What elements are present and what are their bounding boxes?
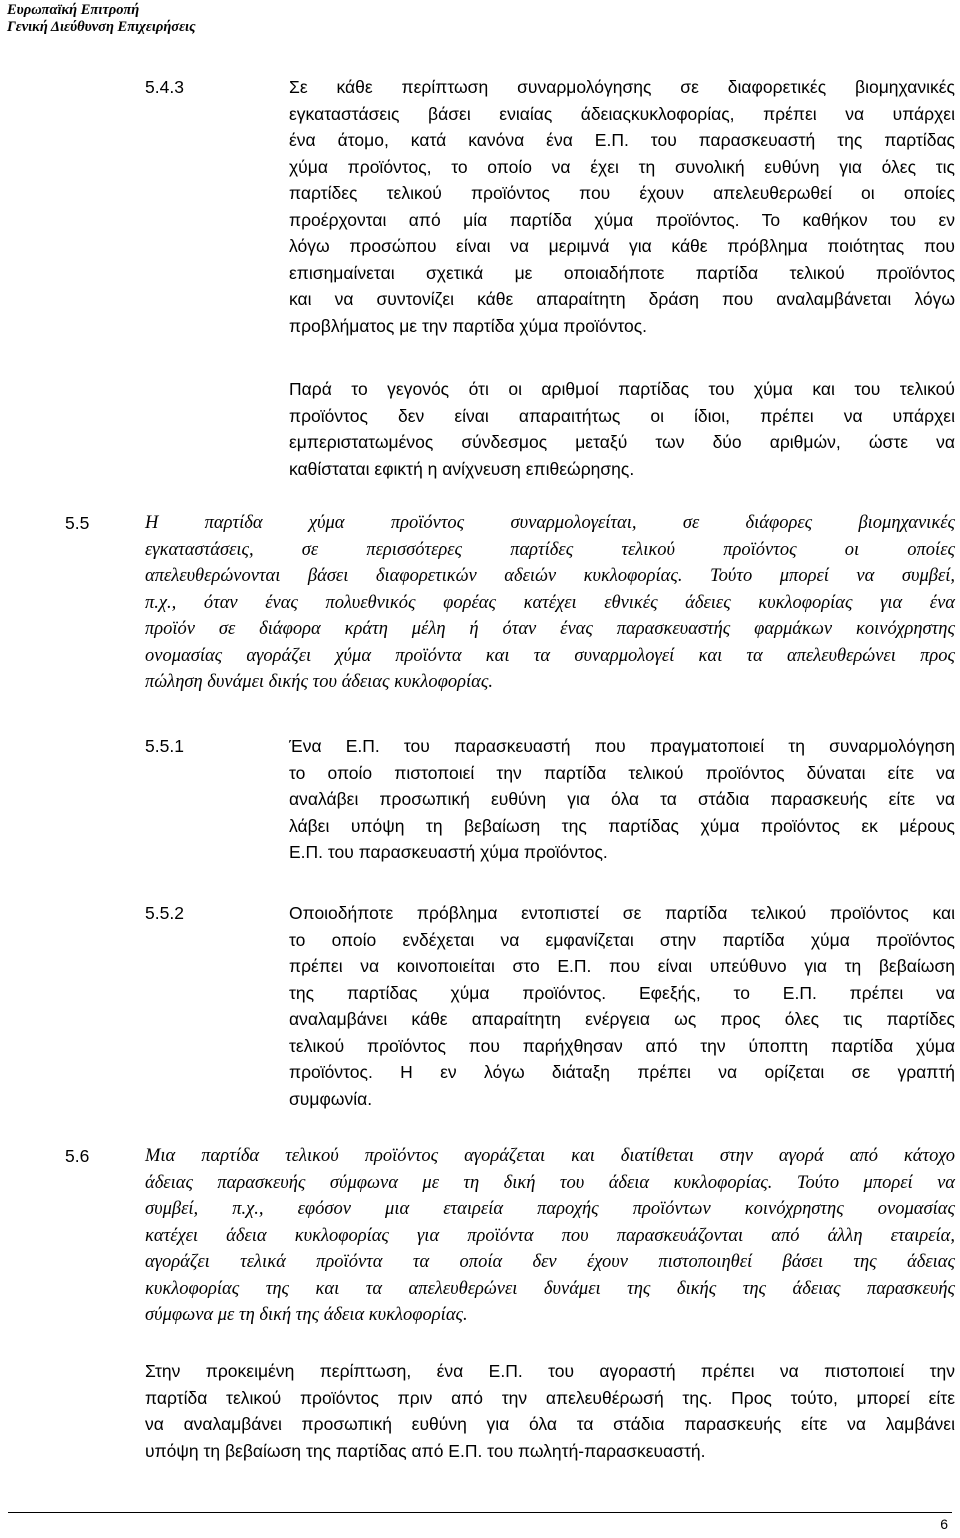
text-line: πρέπει να κοινοποιείται στο Ε.Π. που είναι υπεύθυνο για τη βεβαίωση <box>289 956 955 976</box>
text-line: να αναλαμβάνει προσωπική ευθύνη για όλα τα στάδια παρασκευής είτε να λαμβάνει <box>145 1414 955 1434</box>
section-5-4-3-paragraph-2 <box>289 376 955 482</box>
text-line: συμβεί, π.χ., εφόσον μια εταιρεία παροχής προϊόντων κοινόχρηστης ονομασίας <box>145 1199 955 1219</box>
document-header <box>7 2 196 36</box>
text-line: απελευθερώνονται βάσει διαφορετικών αδειών κυκλοφορίας. Τούτο μπορεί να συμβεί, <box>145 566 955 586</box>
section-number-5-5-1: 5.5.1 <box>145 736 184 756</box>
text-line: προϊόντος δεν είναι απαραιτήτως οι ίδιοι, πρέπει να υπάρχει <box>289 405 955 426</box>
text-line: το οποίο ενδέχεται να εμφανίζεται στην παρτίδα χύμα προϊόντος <box>289 929 955 950</box>
text-line: αναλάβει προσωπική ευθύνη για όλα τα στάδια παρασκευής είτε να <box>289 789 955 809</box>
section-5-6-paragraph-1 <box>145 1143 955 1329</box>
text-line: αναλαμβάνει κάθε απαραίτητη ενέργεια ως προς όλες τις παρτίδες <box>289 1009 955 1029</box>
text-line: λάβει υπόψη τη βεβαίωση της παρτίδας χύμα προϊόντος εκ μέρους <box>289 815 955 836</box>
page-number: 6 <box>940 1516 948 1532</box>
section-5-4-3-paragraph-1 <box>289 74 955 339</box>
header-organization: Ευρωπαϊκή Επιτροπή <box>7 2 140 18</box>
footer-divider <box>8 1512 952 1513</box>
section-number-5-4-3: 5.4.3 <box>145 77 184 97</box>
text-line: και να συντονίζει κάθε απαραίτητη δράση που αναλαμβάνεται λόγω <box>289 289 955 309</box>
text-line: Σε κάθε περίπτωση συναρμολόγησης σε διαφορετικές βιομηχανικές <box>289 77 955 97</box>
text-line: λόγω προσώπου είναι να μεριμνά για κάθε πρόβλημα ποιότητας που <box>289 236 955 256</box>
text-line: Μια παρτίδα τελικού προϊόντος αγοράζεται και διατίθεται στην αγορά από κάτοχο <box>145 1146 955 1166</box>
section-5-5-1-paragraph <box>289 733 955 866</box>
text-line: Παρά το γεγονός ότι οι αριθμοί παρτίδας του χύμα και του τελικού <box>289 379 955 399</box>
section-number-5-6: 5.6 <box>65 1146 90 1166</box>
section-number-5-5-2: 5.5.2 <box>145 903 184 923</box>
text-line: καθίσταται εφικτή η ανίχνευση επιθεώρησης. <box>289 458 635 479</box>
text-line: άδειας παρασκευής σύμφωνα με τη δική του άδεια κυκλοφορίας. Τούτο μπορεί να <box>145 1172 955 1193</box>
text-line: προέρχονται από μία παρτίδα χύμα προϊόντος. Το καθήκον του εν <box>289 209 955 230</box>
text-line: Ε.Π. του παρασκευαστή χύμα προϊόντος. <box>289 842 608 862</box>
text-line: σύμφωνα με τη δική της άδεια κυκλοφορίας. <box>145 1305 468 1325</box>
text-line: το οποίο πιστοποιεί την παρτίδα τελικού προϊόντος δύναται είτε να <box>289 762 955 783</box>
text-line: χύμα προϊόντος, το οποίο να έχει τη συνολική ευθύνη για όλες τις <box>289 156 955 177</box>
section-5-5-2-paragraph <box>289 900 955 1112</box>
text-line: Ένα Ε.Π. του παρασκευαστή που πραγματοποιεί τη συναρμολόγηση <box>289 736 955 756</box>
text-line: παρτίδα τελικού προϊόντος πριν από την απελευθέρωσή της. Προς τούτο, μπορεί είτε <box>145 1387 955 1408</box>
text-line: εμπεριστατωμένος σύνδεσμος μεταξύ των δύο αριθμών, ώστε να <box>289 432 955 452</box>
text-line: εγκαταστάσεις βάσει ενιαίας άδειαςκυκλοφορίας, πρέπει να υπάρχει <box>289 103 955 124</box>
text-line: π.χ., όταν ένας πολυεθνικός φορέας κατέχει εθνικές άδειες κυκλοφορίας για ένα <box>145 592 955 613</box>
text-line: τελικού προϊόντος που παρήχθησαν από την ύποπτη παρτίδα χύμα <box>289 1035 955 1056</box>
text-line: προϊόντος. Η εν λόγω διάταξη πρέπει να ορίζεται σε γραπτή <box>289 1062 955 1082</box>
text-line: υπόψη τη βεβαίωση της παρτίδας από Ε.Π. του πωλητή-παρασκευαστή. <box>145 1440 706 1461</box>
text-line: επισημαίνεται σχετικά με οποιαδήποτε παρτίδα τελικού προϊόντος <box>289 262 955 283</box>
section-5-5-paragraph <box>145 510 955 696</box>
text-line: συμφωνία. <box>289 1088 373 1109</box>
text-line: προϊόν σε διάφορα κράτη μέλη ή όταν ένας παρασκευαστής φαρμάκων κοινόχρηστης <box>145 619 955 639</box>
text-line: Οποιοδήποτε πρόβλημα εντοπιστεί σε παρτίδα τελικού προϊόντος και <box>289 903 955 923</box>
text-line: Στην προκειμένη περίπτωση, ένα Ε.Π. του αγοραστή πρέπει να πιστοποιεί την <box>145 1361 955 1381</box>
text-line: ονομασίας αγοράζει χύμα προϊόντα και τα συναρμολογεί και τα απελευθερώνει προς <box>145 645 955 666</box>
text-line: πώληση δυνάμει δικής του άδειας κυκλοφορίας. <box>145 672 494 692</box>
text-line: προβλήματος με την παρτίδα χύμα προϊόντος. <box>289 315 648 336</box>
text-line: κατέχει άδεια κυκλοφορίας για προϊόντα που παρασκευάζονται από άλλη εταιρεία, <box>145 1225 955 1246</box>
header-directorate: Γενική Διεύθυνση Επιχειρήσεις <box>7 19 196 35</box>
text-line: Η παρτίδα χύμα προϊόντος συναρμολογείται, σε διάφορες βιομηχανικές <box>145 513 955 533</box>
text-line: ένα άτομο, κατά κανόνα ένα Ε.Π. του παρασκευαστή της παρτίδας <box>289 130 955 150</box>
text-line: εγκαταστάσεις, σε περισσότερες παρτίδες τελικού προϊόντος οι οποίες <box>145 539 955 560</box>
text-line: παρτίδες τελικού προϊόντος που έχουν απελευθερωθεί οι οποίες <box>289 183 955 203</box>
section-5-6-paragraph-2 <box>145 1358 955 1464</box>
text-line: της παρτίδας χύμα προϊόντος. Εφεξής, το Ε.Π. πρέπει να <box>289 982 955 1003</box>
text-line: κυκλοφορίας της και τα απελευθερώνει δυνάμει της δικής της άδειας παρασκευής <box>145 1278 955 1299</box>
text-line: αγοράζει τελικά προϊόντα τα οποία δεν έχουν πιστοποιηθεί βάσει της άδειας <box>145 1252 955 1272</box>
section-number-5-5: 5.5 <box>65 513 90 533</box>
